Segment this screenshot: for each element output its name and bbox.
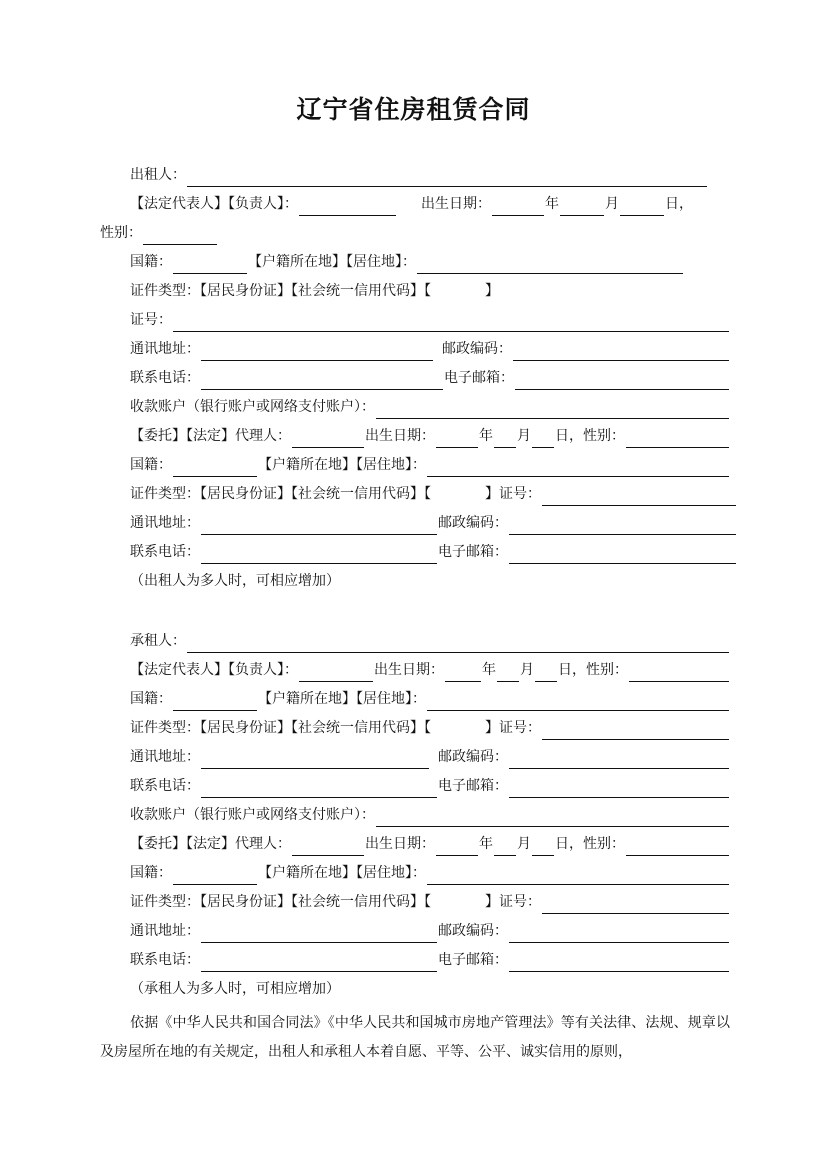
lessor-day-label: 日， bbox=[665, 196, 693, 212]
lessee-agent-phone-row bbox=[130, 948, 730, 972]
lessor-name-field[interactable] bbox=[187, 167, 707, 187]
lessee-year-label: 年 bbox=[482, 662, 496, 678]
lessor-agent-birth-label: 出生日期： bbox=[365, 428, 435, 444]
lessor-id-no-field[interactable] bbox=[173, 312, 729, 332]
lessee-birth-month-field[interactable] bbox=[497, 662, 519, 682]
lessor-agent-nationality-label: 国籍： bbox=[130, 457, 172, 473]
lessee-agent-row bbox=[130, 832, 730, 856]
lessee-household-field[interactable] bbox=[427, 691, 729, 711]
lessee-agent-day-label: 日，性别： bbox=[555, 836, 625, 852]
lessor-agent-nationality-field[interactable] bbox=[173, 457, 257, 477]
lessor-agent-email-field[interactable] bbox=[509, 544, 736, 564]
lessee-address-field[interactable] bbox=[201, 749, 429, 769]
lessor-account-field[interactable] bbox=[376, 399, 729, 419]
lessee-agent-phone-label: 联系电话： bbox=[130, 952, 200, 968]
lessee-day-label: 日，性别： bbox=[558, 662, 628, 678]
lessee-agent-address-row bbox=[130, 919, 730, 943]
lessee-agent-nationality-row bbox=[130, 861, 730, 885]
lessee-agent-gender-field[interactable] bbox=[626, 836, 729, 856]
lessor-year-label: 年 bbox=[545, 196, 559, 212]
lessor-agent-address-label: 通讯地址： bbox=[130, 515, 200, 531]
lessee-agent-month-label: 月 bbox=[517, 836, 531, 852]
lessor-month-label: 月 bbox=[605, 196, 619, 212]
lessor-id-no-row bbox=[130, 308, 730, 332]
lessee-id-close-label: 】证号： bbox=[485, 720, 541, 736]
lessor-phone-field[interactable] bbox=[201, 370, 443, 390]
lessor-phone-row bbox=[130, 366, 730, 390]
lessor-household-field[interactable] bbox=[417, 254, 683, 274]
lessee-account-row bbox=[130, 803, 730, 827]
lessor-gender-row bbox=[100, 221, 730, 245]
lessor-nationality-label: 国籍： bbox=[130, 254, 172, 270]
lessee-id-row bbox=[130, 716, 730, 740]
lessor-agent-gender-field[interactable] bbox=[626, 428, 729, 448]
lessor-agent-phone-row bbox=[130, 540, 737, 564]
lessor-agent-row bbox=[130, 424, 730, 448]
lessee-agent-id-close-label: 】证号： bbox=[485, 894, 541, 910]
lessee-agent-address-field[interactable] bbox=[201, 923, 437, 943]
lessee-birth-year-field[interactable] bbox=[445, 662, 481, 682]
lessee-account-label: 收款账户（银行账户或网络支付账户）： bbox=[130, 807, 375, 823]
lessee-agent-email-label: 电子邮箱： bbox=[438, 952, 508, 968]
lessor-birth-day-field[interactable] bbox=[620, 196, 664, 216]
lessee-agent-email-field[interactable] bbox=[509, 952, 729, 972]
lessee-agent-label: 【委托】【法定】代理人： bbox=[130, 836, 291, 852]
lessor-agent-day-field[interactable] bbox=[532, 428, 554, 448]
lessor-note: （出租人为多人时，可相应增加） bbox=[130, 573, 340, 589]
lessee-agent-year-label: 年 bbox=[479, 836, 493, 852]
lessee-birth-label: 出生日期： bbox=[374, 662, 444, 678]
lessee-note-row bbox=[130, 977, 730, 1001]
lessee-nationality-row bbox=[130, 687, 730, 711]
lessee-name-row bbox=[130, 629, 730, 653]
lessor-address-row bbox=[130, 337, 730, 361]
lessee-agent-month-field[interactable] bbox=[494, 836, 516, 856]
lessee-phone-label: 联系电话： bbox=[130, 778, 200, 794]
lessor-rep-label: 【法定代表人】【负责人】： bbox=[130, 196, 298, 212]
lessee-agent-postcode-label: 邮政编码： bbox=[438, 923, 508, 939]
lessee-name-label: 承租人： bbox=[130, 633, 186, 649]
lessee-agent-day-field[interactable] bbox=[532, 836, 554, 856]
lessee-agent-year-field[interactable] bbox=[436, 836, 478, 856]
lessee-nationality-field[interactable] bbox=[173, 691, 257, 711]
lessee-agent-nationality-field[interactable] bbox=[173, 865, 257, 885]
lessee-birth-day-field[interactable] bbox=[535, 662, 557, 682]
lessor-household-label: 【户籍所在地】【居住地】： bbox=[248, 254, 416, 270]
lessee-gender-field[interactable] bbox=[629, 662, 729, 682]
lessor-id-no-label: 证号： bbox=[130, 312, 172, 328]
lessor-gender-label: 性别： bbox=[100, 225, 142, 241]
lessor-email-label: 电子邮箱： bbox=[444, 370, 514, 386]
lessor-id-type-label: 证件类型：【居民身份证】【社会统一信用代码】【 bbox=[130, 283, 431, 299]
lessee-agent-birth-label: 出生日期： bbox=[365, 836, 435, 852]
lessee-phone-row bbox=[130, 774, 730, 798]
lessor-agent-id-type-label: 证件类型：【居民身份证】【社会统一信用代码】【 bbox=[130, 486, 431, 502]
lessor-agent-household-label: 【户籍所在地】【居住地】： bbox=[258, 457, 426, 473]
lessee-postcode-label: 邮政编码： bbox=[438, 749, 508, 765]
lessor-agent-id-no-field[interactable] bbox=[542, 486, 736, 506]
lessor-agent-address-field[interactable] bbox=[201, 515, 437, 535]
lessee-agent-field[interactable] bbox=[292, 836, 364, 856]
lessee-agent-household-label: 【户籍所在地】【居住地】： bbox=[258, 865, 426, 881]
lessor-agent-label: 【委托】【法定】代理人： bbox=[130, 428, 291, 444]
lessor-agent-household-field[interactable] bbox=[427, 457, 729, 477]
lessee-rep-row bbox=[130, 658, 730, 682]
lessee-address-row bbox=[130, 745, 730, 769]
lessee-rep-label: 【法定代表人】【负责人】： bbox=[130, 662, 298, 678]
lessee-name-field[interactable] bbox=[187, 633, 729, 653]
lessee-agent-nationality-label: 国籍： bbox=[130, 865, 172, 881]
lessor-account-row bbox=[130, 395, 730, 419]
lessor-rep-field[interactable] bbox=[299, 196, 396, 216]
lessor-address-field[interactable] bbox=[201, 341, 433, 361]
lessee-agent-phone-field[interactable] bbox=[201, 952, 437, 972]
lessee-email-field[interactable] bbox=[509, 778, 729, 798]
lessee-account-field[interactable] bbox=[376, 807, 729, 827]
lessee-postcode-field[interactable] bbox=[509, 749, 729, 769]
lessor-name-row bbox=[130, 163, 730, 187]
lessor-agent-phone-label: 联系电话： bbox=[130, 544, 200, 560]
lessor-account-label: 收款账户（银行账户或网络支付账户）： bbox=[130, 399, 375, 415]
document-title: 辽宁省住房租赁合同 bbox=[296, 95, 531, 124]
lessee-phone-field[interactable] bbox=[201, 778, 437, 798]
lessor-postcode-label: 邮政编码： bbox=[442, 341, 512, 357]
lessee-agent-id-row bbox=[130, 890, 730, 914]
lessee-email-label: 电子邮箱： bbox=[438, 778, 508, 794]
lessee-agent-id-type-label: 证件类型：【居民身份证】【社会统一信用代码】【 bbox=[130, 894, 431, 910]
lessor-agent-postcode-label: 邮政编码： bbox=[438, 515, 508, 531]
lessee-id-no-field[interactable] bbox=[542, 720, 729, 740]
lessee-address-label: 通讯地址： bbox=[130, 749, 200, 765]
lessor-note-row bbox=[130, 569, 730, 593]
lessee-note: （承租人为多人时，可相应增加） bbox=[130, 981, 340, 997]
lessor-birth-month-field[interactable] bbox=[560, 196, 604, 216]
lessor-agent-year-field[interactable] bbox=[436, 428, 478, 448]
lessor-gender-field[interactable] bbox=[143, 225, 217, 245]
lessor-birth-year-field[interactable] bbox=[492, 196, 544, 216]
lessor-agent-id-row bbox=[130, 482, 737, 506]
lessor-agent-field[interactable] bbox=[292, 428, 364, 448]
lessor-name-label: 出租人： bbox=[130, 167, 186, 183]
lessor-agent-month-field[interactable] bbox=[494, 428, 516, 448]
lessor-agent-postcode-field[interactable] bbox=[509, 515, 736, 535]
lessor-agent-phone-field[interactable] bbox=[201, 544, 437, 564]
lessor-postcode-field[interactable] bbox=[513, 341, 729, 361]
lessee-nationality-label: 国籍： bbox=[130, 691, 172, 707]
lessor-agent-address-row bbox=[130, 511, 737, 535]
lessor-id-type-row bbox=[130, 279, 730, 303]
lessor-agent-year-label: 年 bbox=[479, 428, 493, 444]
lessor-agent-id-close-label: 】证号： bbox=[485, 486, 541, 502]
lessee-household-label: 【户籍所在地】【居住地】： bbox=[258, 691, 426, 707]
lessee-agent-address-label: 通讯地址： bbox=[130, 923, 200, 939]
intro-paragraph bbox=[100, 1009, 730, 1067]
lessee-agent-household-field[interactable] bbox=[427, 865, 729, 885]
lessee-agent-postcode-field[interactable] bbox=[509, 923, 729, 943]
lessee-rep-field[interactable] bbox=[299, 662, 373, 682]
lessor-address-label: 通讯地址： bbox=[130, 341, 200, 357]
lessor-nationality-row bbox=[130, 250, 730, 274]
lessee-month-label: 月 bbox=[520, 662, 534, 678]
lessor-birth-label: 出生日期： bbox=[421, 196, 491, 212]
lessee-agent-id-no-field[interactable] bbox=[542, 894, 729, 914]
lessor-id-type-close: 】 bbox=[485, 283, 499, 299]
lessee-id-type-label: 证件类型：【居民身份证】【社会统一信用代码】【 bbox=[130, 720, 431, 736]
intro-text: 依据《中华人民共和国合同法》《中华人民共和国城市房地产管理法》等有关法律、法规、规章以及房屋所在地的有关规定，出租人和承租人本着自愿、平等、公平、诚实信用的原则， bbox=[100, 1015, 730, 1060]
lessor-agent-day-label: 日，性别： bbox=[555, 428, 625, 444]
lessor-nationality-field[interactable] bbox=[173, 254, 247, 274]
lessor-phone-label: 联系电话： bbox=[130, 370, 200, 386]
lessor-rep-row bbox=[130, 192, 730, 216]
lessor-agent-email-label: 电子邮箱： bbox=[438, 544, 508, 560]
lessor-email-field[interactable] bbox=[515, 370, 729, 390]
lessor-agent-nationality-row bbox=[130, 453, 730, 477]
lessor-agent-month-label: 月 bbox=[517, 428, 531, 444]
